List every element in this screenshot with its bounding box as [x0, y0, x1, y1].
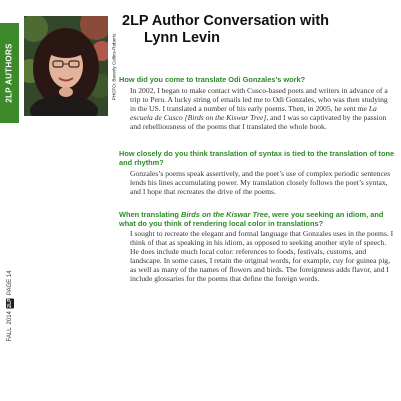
title-line-2: Lynn Levin — [144, 30, 220, 46]
author-portrait-image — [24, 16, 108, 116]
footer-year: 2014 — [7, 311, 13, 325]
section-label: 2LP AUTHORS — [4, 43, 14, 103]
author-photo — [24, 16, 108, 116]
question-2: How closely do you think translation of syntax is tied to the translation of tone and rhythm? — [119, 149, 395, 167]
article-title — [122, 13, 392, 47]
answer-3: I sought to recreate the elegant and formal language that Gonzales uses in the poems. I think of that as speaking in his idiom, as opposed to seeking another style of speech. He does include much local color: references to foods, festivals, customs, and landscape. In some cases, I retain the original words, for example, cuy for guinea pig, as well as many of the names of flowers and birds. The foreignness adds flavor, and I include glossaries for the poems that define the foreign words. — [130, 229, 394, 284]
footer-season: FALL — [7, 327, 13, 342]
footer-page: PAGE 14 — [7, 270, 13, 296]
question-1: How did you come to translate Odi Gonzales’s work? — [119, 75, 306, 84]
publisher-logo-icon: 2LP — [7, 298, 13, 308]
page-footer — [6, 271, 14, 342]
photo-credit: PHOTO: Beverly Collins-Roberts — [111, 33, 117, 101]
answer-1: In 2002, I began to make contact with Cusco-based poets and writers in advance of a trip to Peru. A lucky string of emails led me to Odi Gonzales, who was then studying in the US. I translated a number of his early poems. Then, in 2005, he sent me La escuela de Cusco [Birds on the Kiswar Tree], and I was so captivated by the passion and rebelliousness of the poems that I translated the whole book. — [130, 86, 388, 132]
title-line-1: 2LP Author Conversation with — [122, 13, 330, 29]
answer-2: Gonzales’s poems speak assertively, and the poet’s use of complex periodic sentences lends his lines accumulating power. My translation closely follows the poet’s syntax, and I hope that recreates the drive of the poems. — [130, 169, 391, 197]
question-3: When translating Birds on the Kiswar Tree, were you seeking an idiom, and what do you think of rendering local color in translations? — [119, 210, 384, 228]
